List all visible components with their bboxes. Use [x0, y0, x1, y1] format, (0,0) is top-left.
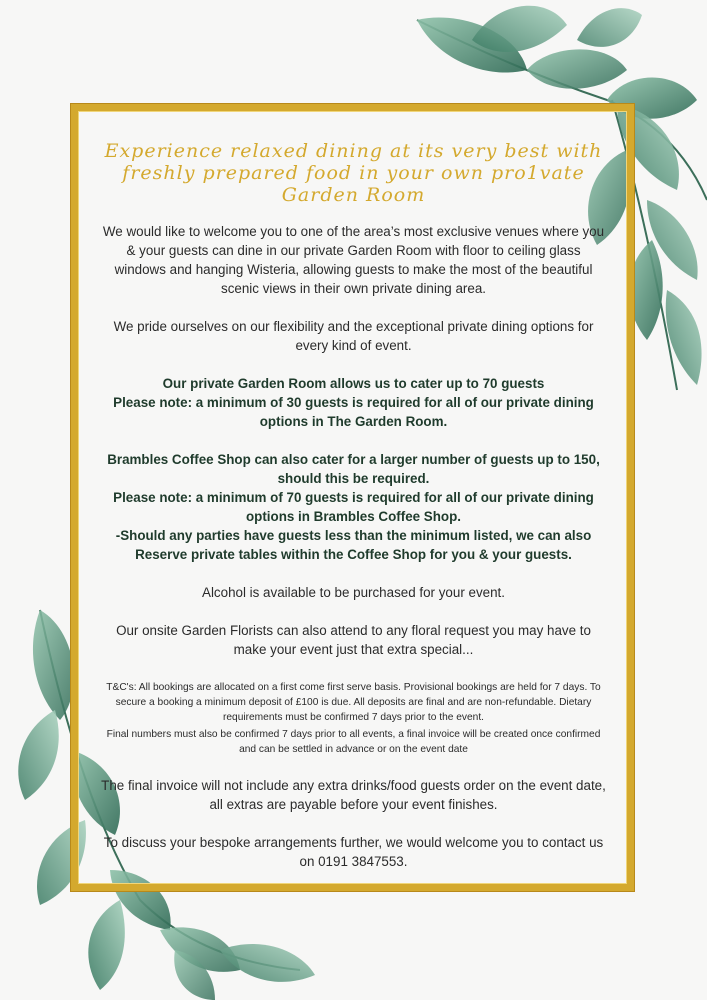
garden-room-capacity: Our private Garden Room allows us to cater up to 70 guests: [162, 376, 545, 391]
alcohol-paragraph: Alcohol is available to be purchased for your event.: [202, 585, 505, 600]
coffee-shop-minimum: Please note: a minimum of 70 guests is required for all of our private dining options in Brambles Coffee Shop.: [113, 490, 594, 524]
garden-room-minimum: Please note: a minimum of 30 guests is required for all of our private dining options in The Garden Room.: [113, 395, 594, 429]
coffee-shop-reserve: -Should any parties have guests less than the minimum listed, we can also Reserve private tables within the Coffee Shop for you & your guests.: [115, 528, 592, 562]
florists-paragraph: Our onsite Garden Florists can also attend to any floral request you may have to make your event just that extra special...: [116, 623, 591, 657]
coffee-shop-capacity: Brambles Coffee Shop can also cater for a larger number of guests up to 150, should this be required.: [107, 452, 600, 486]
main-content: [100, 128, 607, 871]
terms-line-1: T&C's: All bookings are allocated on a first come first serve basis. Provisional bookings are held for 7 days. To secure a booking a minimum deposit of £100 is due. All deposits are final and are non-refundable. Dietary requirements must be confirmed 7 days prior to the event.: [106, 682, 601, 723]
terms-line-2: Final numbers must also be confirmed 7 days prior to all events, a final invoice will be created once confirmed and can be settled in advance or on the event date: [106, 729, 601, 755]
intro-paragraph: We would like to welcome you to one of the area’s most exclusive venues where you & your guests can dine in our private Garden Room with floor to ceiling glass windows and hanging Wisteria, allowing guests to make the most of the beautiful scenic views in their own private dining area.: [102, 224, 605, 296]
final-invoice-paragraph: The final invoice will not include any extra drinks/food guests order on the event date, all extras are payable before your event finishes.: [101, 778, 606, 812]
contact-paragraph: To discuss your bespoke arrangements further, we would welcome you to contact us on 0191 3847553.: [103, 835, 604, 869]
flexibility-paragraph: We pride ourselves on our flexibility and the exceptional private dining options for every kind of event.: [113, 319, 594, 353]
page-heading: Experience relaxed dining at its very best with freshly prepared food in your own pro1vate Garden Room: [104, 140, 603, 206]
